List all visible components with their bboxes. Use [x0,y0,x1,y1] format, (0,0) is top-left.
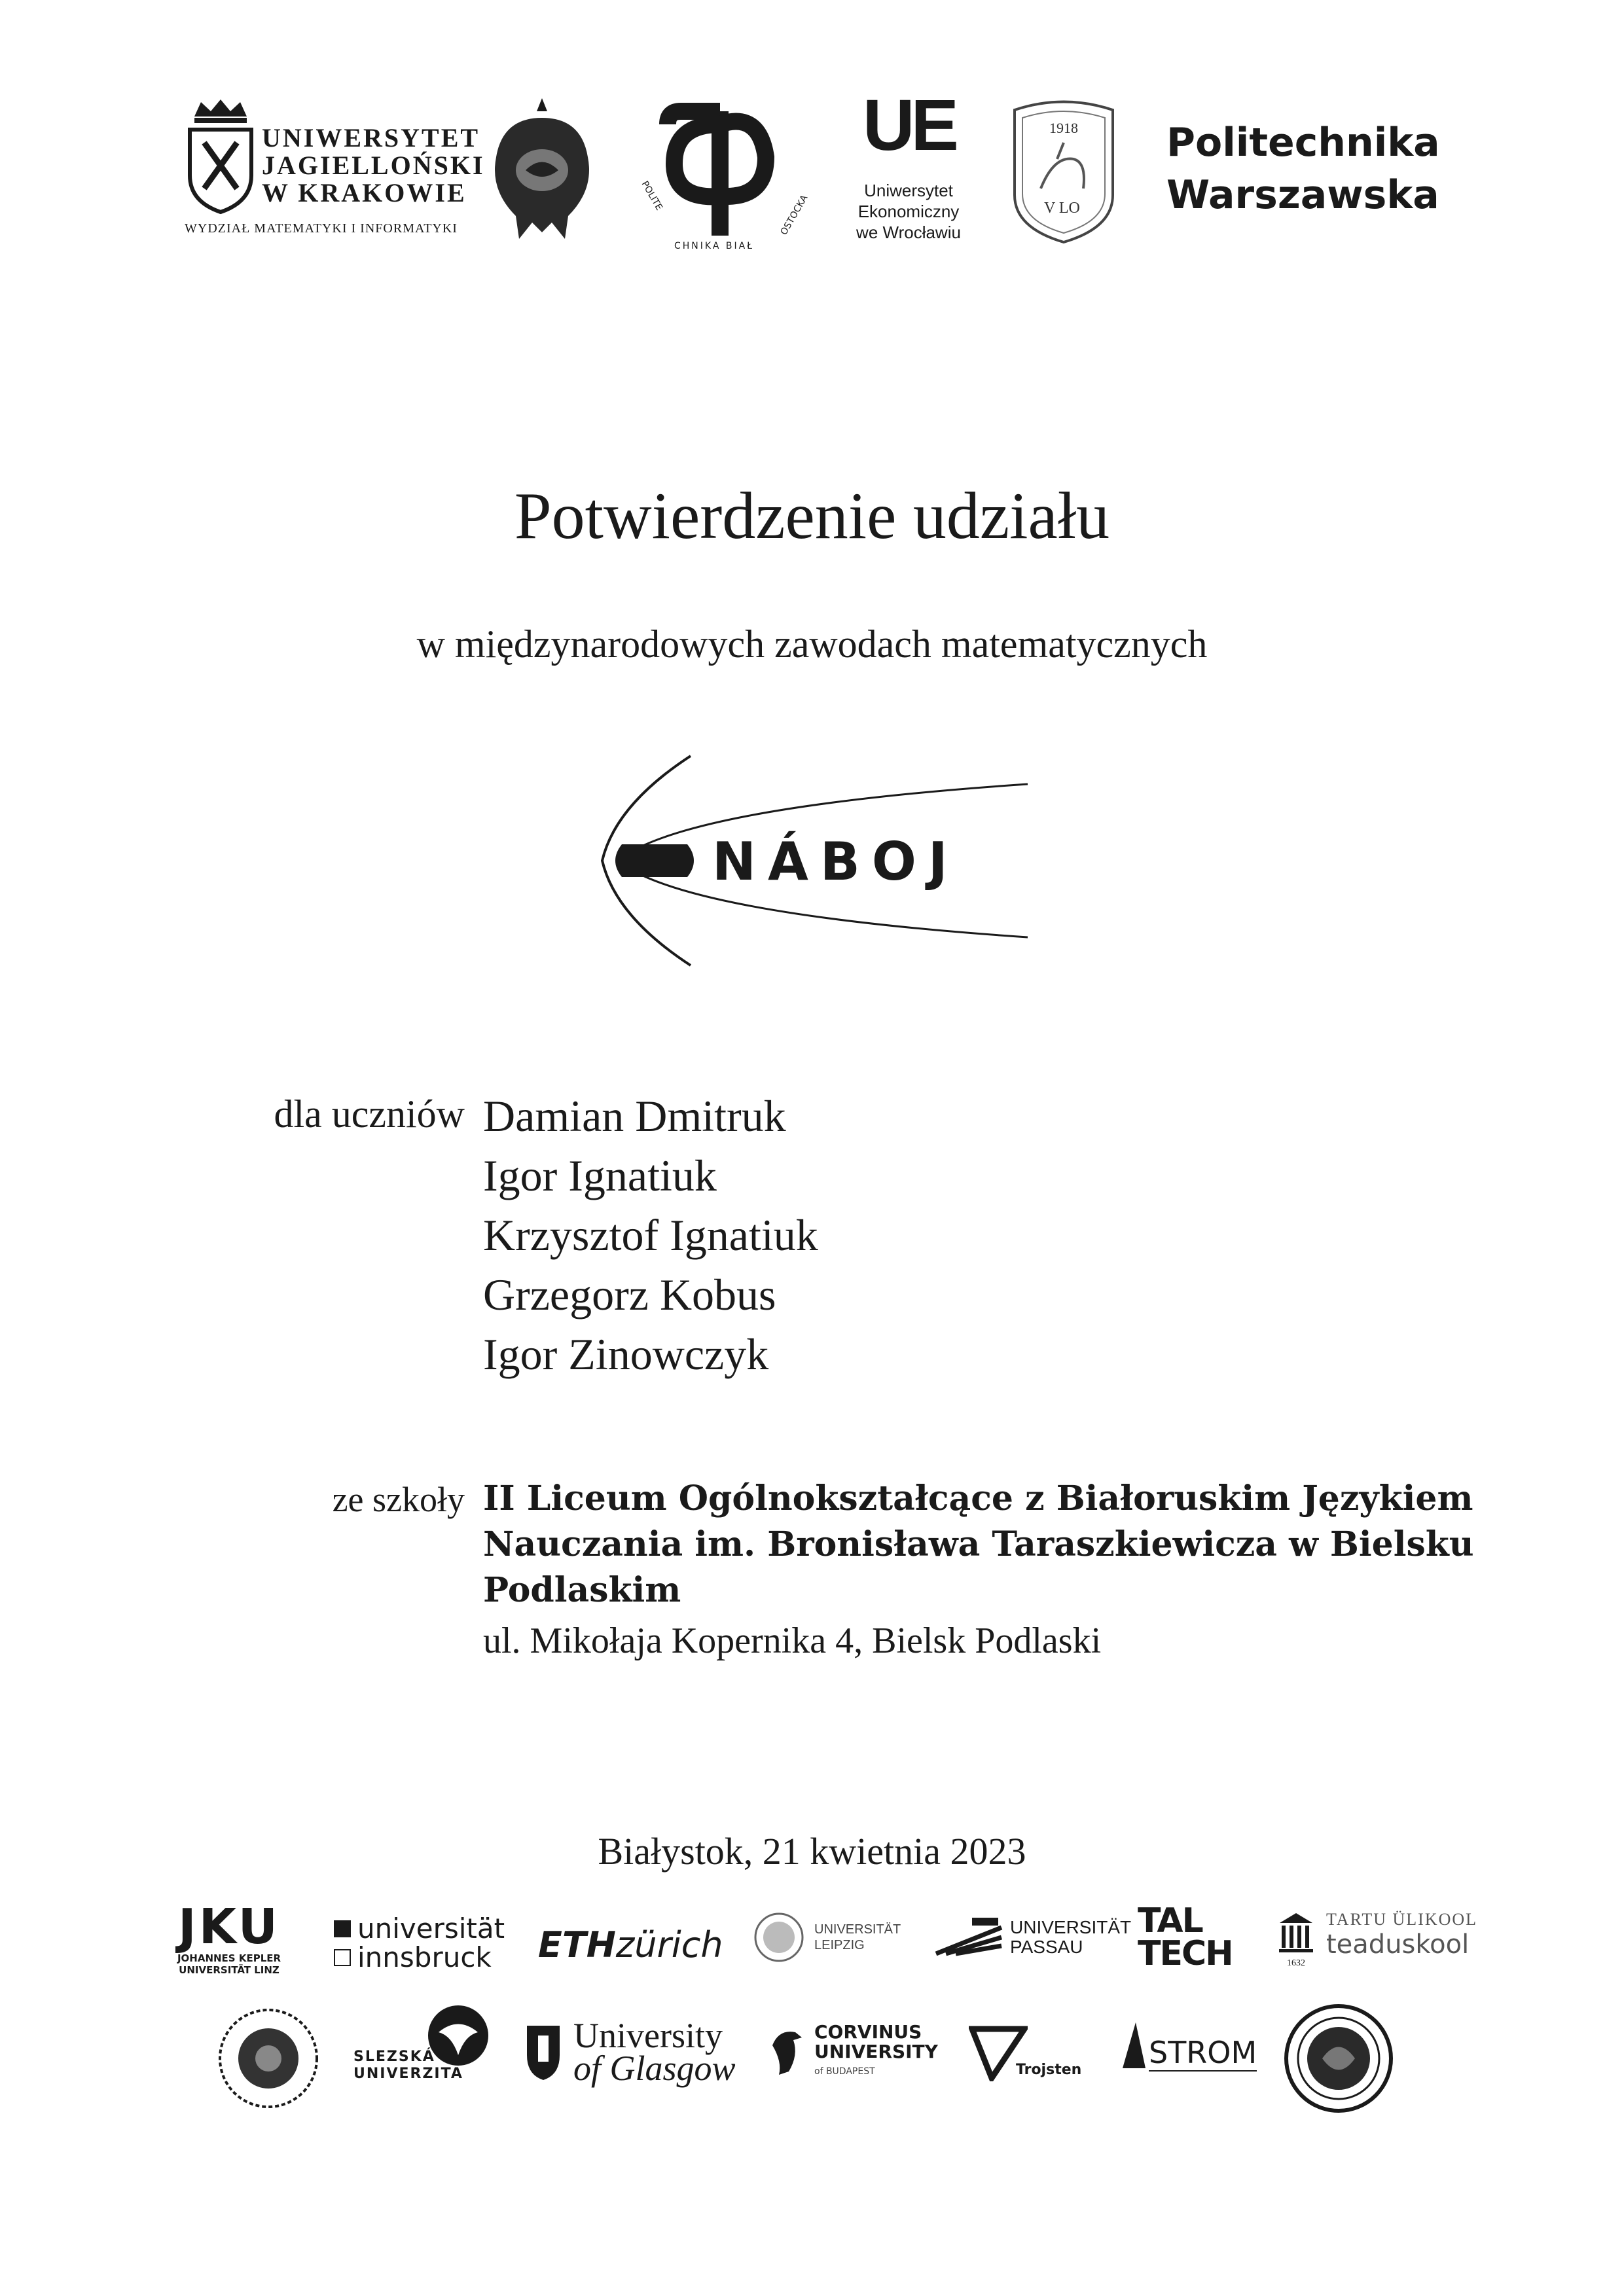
school-name [483,1476,1504,1613]
tartu-line-1: TARTU ÜLIKOOL [1326,1910,1478,1929]
jku-line-1: JOHANNES KEPLER [177,1952,281,1964]
leipzig-line-2: LEIPZIG [814,1938,865,1952]
matfyz-seal-logo [216,2006,321,2111]
innsbruck-line-2: innsbruck [357,1941,492,1973]
innsbruck-filled-square-icon [334,1920,351,1937]
strom-peak-icon [1116,2019,1149,2072]
innsbruck-outline-square-icon [334,1949,351,1966]
innsbruck-logo [334,1914,505,1972]
school-label: ze szkoły [332,1480,465,1519]
leipzig-logo [753,1911,901,1964]
student-name: Igor Ignatiuk [483,1151,717,1200]
taltech-line-2: TECH [1138,1934,1233,1973]
trojsten-logo [969,2022,1082,2084]
ue-line-3: we Wrocławiu [856,223,961,242]
tartu-logo [1276,1910,1477,1969]
passau-logo [933,1914,1131,1960]
pw-name [1166,117,1440,221]
corvinus-raven-icon [766,2026,805,2078]
trojsten-label: Trojsten [1016,2062,1082,2078]
student-name: Damian Dmitruk [483,1091,786,1141]
tartu-line-2: teaduskool [1326,1929,1470,1960]
student-name: Igor Zinowczyk [483,1329,769,1379]
taltech-logo [1138,1901,1233,1973]
innsbruck-line-1: universität [357,1912,505,1945]
uj-line-2: JAGIELLOŃSKI [262,151,485,180]
ue-line-2: Ekonomiczny [857,202,960,221]
glasgow-crest-icon [524,2022,563,2081]
student-name: Grzegorz Kobus [483,1270,776,1319]
jku-mark: JKU [178,1899,280,1955]
jku-line-2: UNIVERSITÄT LINZ [179,1964,280,1976]
ue-line-1: Uniwersytet [864,181,953,200]
jku-logo [147,1901,311,1976]
slezska-line-1: SLEZSKÁ [353,2049,435,2065]
svg-text:POLITE: POLITE [639,179,664,213]
school-address: ul. Mikołaja Kopernika 4, Bielsk Podlaski [483,1621,1102,1661]
uj-name [262,124,485,207]
corvinus-logo [766,2022,938,2081]
pb-logo [628,85,825,268]
passau-line-2: PASSAU [1010,1937,1083,1957]
student-name: Krzysztof Ignatiuk [483,1210,818,1260]
uj-line-3: W KRAKOWIE [262,178,467,207]
glasgow-line-2: of Glasgow [573,2049,736,2088]
naboj-wordmark: NÁBOJ [712,831,960,892]
slezska-line-2: UNIVERZITA [353,2066,463,2082]
svg-text:CHNIKA BIAŁ: CHNIKA BIAŁ [674,241,755,251]
school-name-line: II Liceum Ogólnokształcące z Białoruskim Językiem [483,1479,1473,1518]
tartu-year: 1632 [1287,1958,1305,1968]
place-and-date: Białystok, 21 kwietnia 2023 [598,1830,1026,1873]
certificate-title: Potwierdzenie udziału [514,479,1110,553]
school-name-line: Podlaskim [483,1570,681,1610]
eth-light: zürich [615,1924,723,1965]
students-list [483,1086,818,1384]
ue-mark: UE [863,85,955,166]
ornate-emblem-logo [490,92,594,242]
leipzig-line-1: UNIVERSITÄT [814,1922,901,1937]
school-name-line: Nauczania im. Bronisława Taraszkiewicza w Bielsku [483,1524,1474,1564]
passau-line-1: UNIVERSITÄT [1010,1917,1132,1937]
vlo-crest-logo [1001,97,1126,247]
corvinus-sub: of BUDAPEST [814,2066,875,2077]
svg-text:OSTOCKA: OSTOCKA [778,193,810,237]
ue-name [850,180,967,243]
tartu-building-icon [1276,1910,1316,1956]
vlo-label: V LO [1044,200,1080,217]
taltech-line-1: TAL [1138,1901,1202,1941]
pw-line-2: Warszawska [1166,172,1439,218]
pw-line-1: Politechnika [1166,120,1440,166]
strom-label: STROM [1149,2035,1257,2070]
eth-logo [538,1924,723,1965]
strom-logo [1116,2019,1257,2072]
passau-bridge-icon [933,1914,1005,1960]
leipzig-seal-icon [753,1911,805,1964]
eth-bold: ETH [538,1924,616,1965]
uj-line-1: UNIWERSYTET [262,123,480,152]
uj-crest-logo [185,97,257,215]
glasgow-logo [524,2016,736,2088]
certificate-subtitle: w międzynarodowych zawodach matematycznych [416,622,1208,666]
svg-text:1918: 1918 [1049,120,1078,136]
comenius-seal-logo [1283,2003,1394,2114]
students-label: dla uczniów [274,1092,465,1136]
glasgow-line-1: University [573,2016,723,2055]
corvinus-line-2: UNIVERSITY [814,2041,938,2062]
corvinus-line-1: CORVINUS [814,2021,922,2043]
uj-department: WYDZIAŁ MATEMATYKI I INFORMATYKI [185,221,458,236]
